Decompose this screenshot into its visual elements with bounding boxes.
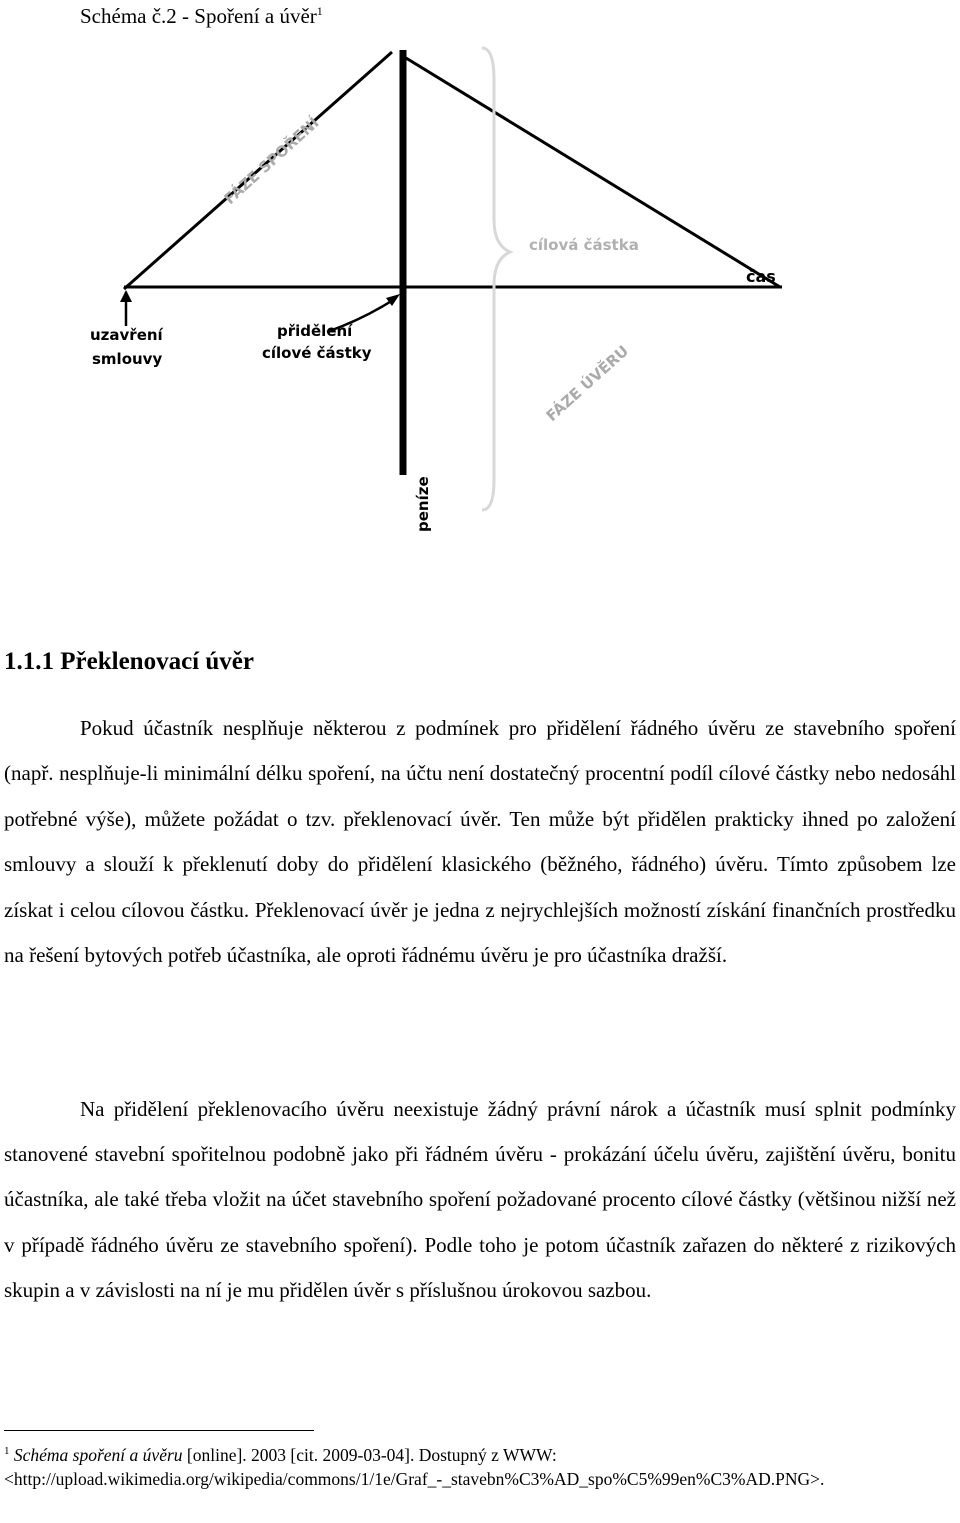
loan-phase-label: FÁZE ÚVĚRU [542, 341, 633, 425]
footnote-title: Schéma spoření a úvěru [13, 1445, 183, 1465]
contract-arrowhead [120, 290, 132, 302]
saving-loan-diagram [70, 40, 790, 550]
paragraph-2 [4, 1087, 956, 1313]
money-label: peníze [414, 476, 432, 532]
allocation-label-line2: cílové částky [262, 344, 372, 362]
footnote-text: [online]. 2003 [cit. 2009-03-04]. Dostupný z WWW: <http://upload.wikimedia.org/wikipedia/commons/1/1e/Graf_-_stavebn%C3%AD_spo%C5%99en%C3%AD.PNG>. [4, 1445, 825, 1489]
figure-caption [80, 4, 323, 29]
saving-phase-label: FÁZE SPOŘENÍ [220, 113, 323, 208]
footnote-number: 1 [4, 1445, 10, 1458]
section-heading: 1.1.1 Překlenovací úvěr [4, 648, 254, 675]
paragraph-1 [4, 706, 956, 978]
target-amount-brace [482, 48, 510, 510]
target-amount-label: cílová částka [529, 236, 639, 254]
caption-footnote-ref: 1 [316, 4, 323, 18]
footnote-divider [4, 1430, 314, 1431]
allocation-label-line1: přidělení [277, 322, 353, 340]
paragraph-1-text: Pokud účastník nesplňuje některou z podmínek pro přidělení řádného úvěru ze stavebního spoření (např. nesplňuje-li minimální délku spoření, na účtu není dostatečný procentní podíl cílové částky nebo nedosáhl potřebné výše), můžete požádat o tzv. překlenovací úvěr. Ten může být přidělen prakticky ihned po založení smlouvy a slouží k překlenutí doby do přidělení klasického (běžného, řádného) úvěru. Tímto způsobem lze získat i celou cílovou částku. Překlenovací úvěr je jedna z nejrychlejších možností získání finančních prostředku na řešení bytových potřeb účastníka, ale oproti řádnému úvěru je pro účastníka dražší. [4, 716, 956, 968]
time-label: čas [746, 267, 776, 286]
contract-label-line1: uzavření [90, 326, 163, 344]
contract-label-line2: smlouvy [92, 350, 163, 368]
footnote [4, 1443, 944, 1491]
paragraph-2-text: Na přidělení překlenovacího úvěru neexistuje žádný právní nárok a účastník musí splnit podmínky stanovené stavební spořitelnou podobně jako při řádném úvěru - prokázání účelu úvěru, zajištění úvěru, bonitu účastníka, ale také třeba vložit na účet stavebního spoření požadované procento cílové částky (většinou nižší než v případě řádného úvěru ze stavebního spoření). Podle toho je potom účastník zařazen do některé z rizikových skupin a v závislosti na ní je mu přidělen úvěr s příslušnou úrokovou sazbou. [4, 1097, 956, 1302]
caption-text: Schéma č.2 - Spoření a úvěr [80, 4, 317, 28]
